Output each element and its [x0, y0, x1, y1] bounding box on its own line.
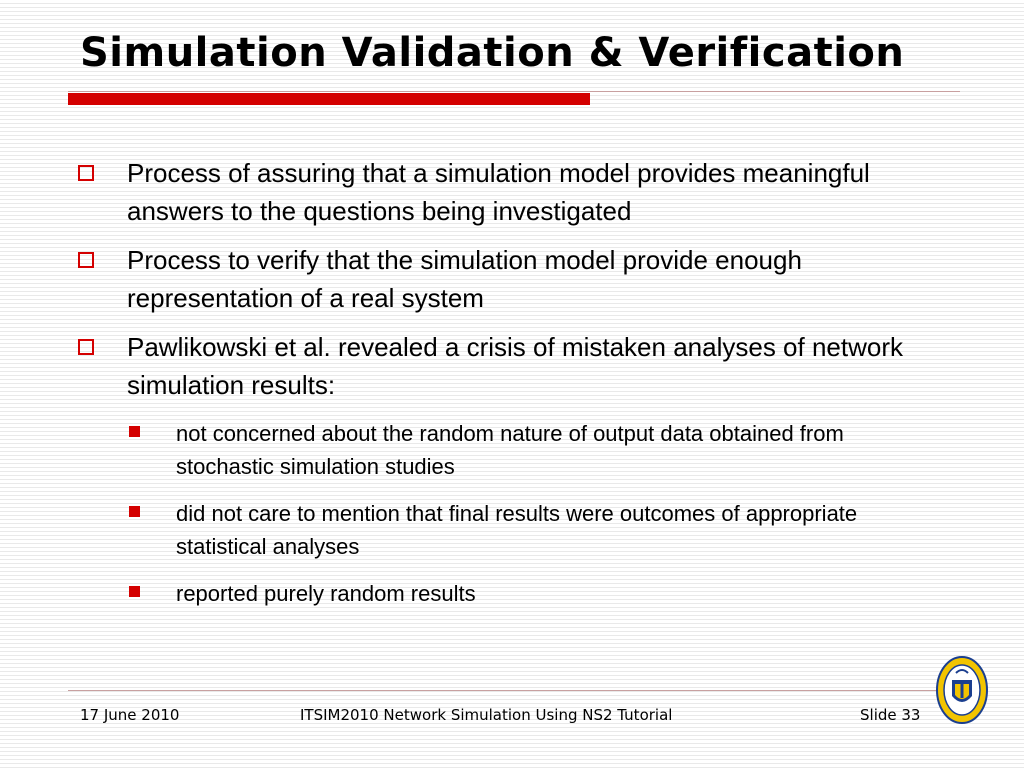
filled-square-bullet-icon — [129, 426, 140, 437]
sub-bullet-item — [176, 497, 936, 563]
filled-square-bullet-icon — [129, 506, 140, 517]
slide-title: Simulation Validation & Verification — [80, 30, 905, 76]
footer-date: 17 June 2010 — [80, 706, 180, 724]
title-rule-accent — [68, 93, 590, 105]
university-seal-icon — [936, 656, 988, 724]
sub-bullet-item — [176, 577, 936, 610]
sub-bullet-text: reported purely random results — [176, 581, 476, 606]
bullet-item — [127, 328, 957, 404]
filled-square-bullet-icon — [129, 586, 140, 597]
sub-bullet-text: did not care to mention that final results were outcomes of appropriate statistical analyses — [176, 501, 858, 559]
bullet-text: Process to verify that the simulation model provide enough representation of a real system — [127, 245, 802, 313]
bullet-item — [127, 241, 957, 317]
sub-bullet-item — [176, 417, 936, 483]
hollow-square-bullet-icon — [78, 252, 94, 268]
hollow-square-bullet-icon — [78, 165, 94, 181]
bullet-text: Process of assuring that a simulation model provides meaningful answers to the questions being investigated — [127, 158, 870, 226]
hollow-square-bullet-icon — [78, 339, 94, 355]
sub-bullet-text: not concerned about the random nature of output data obtained from stochastic simulation studies — [176, 421, 844, 479]
bullet-item — [127, 154, 957, 230]
footer-title: ITSIM2010 Network Simulation Using NS2 Tutorial — [300, 706, 673, 724]
title-rule-thin — [68, 91, 960, 92]
footer-rule — [68, 690, 960, 691]
bullet-text: Pawlikowski et al. revealed a crisis of mistaken analyses of network simulation results: — [127, 332, 903, 400]
slide-number: Slide 33 — [860, 706, 921, 724]
